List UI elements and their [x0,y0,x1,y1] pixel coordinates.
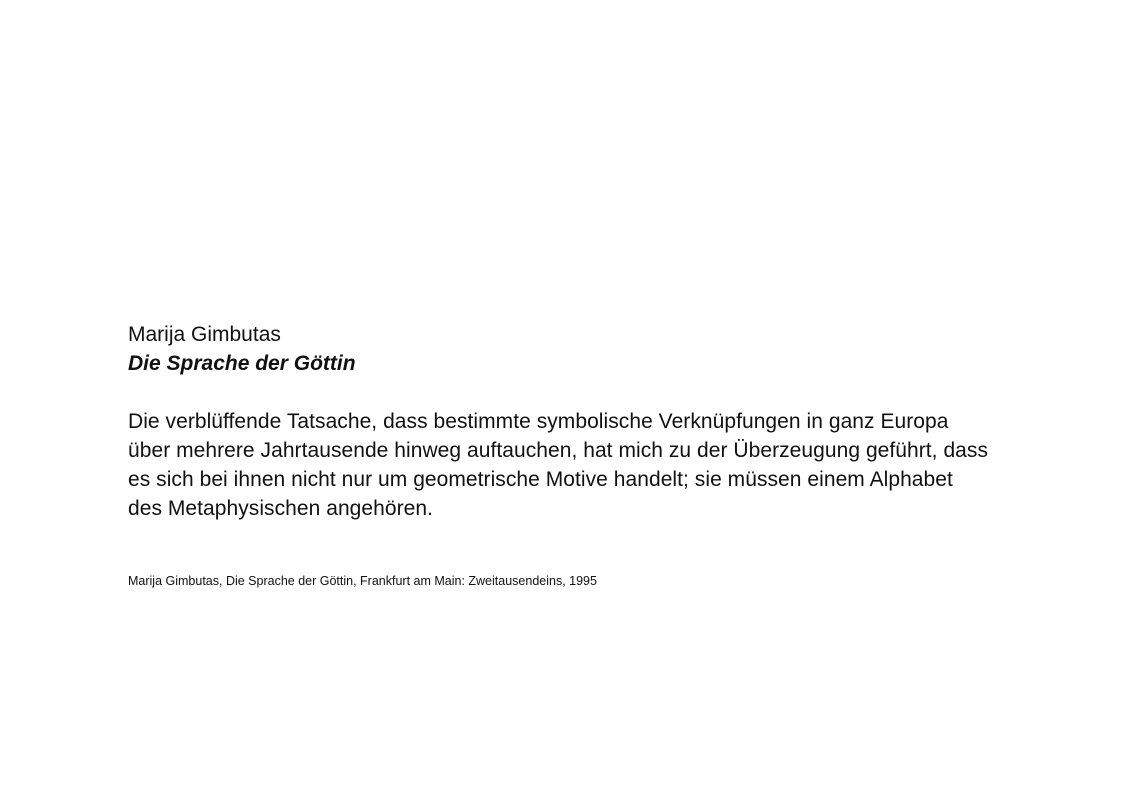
author-name: Marija Gimbutas [128,323,281,346]
quote-paragraph: Die verblüffende Tatsache, dass bestimmte symbolische Verknüpfungen in ganz Europa über mehrere Jahrtausende hinweg auftauchen, hat mich zu der Überzeugung geführt, dass es sich bei ihnen nicht nur um geometrische Motive handelt; sie müssen einem Alphabet des Metaphysischen angehören. [128,410,988,520]
citation-line: Marija Gimbutas, Die Sprache der Göttin, Frankfurt am Main: Zweitausendeins, 1995 [128,574,597,588]
document-content [128,320,1008,589]
book-title: Die Sprache der Göttin [128,352,356,375]
